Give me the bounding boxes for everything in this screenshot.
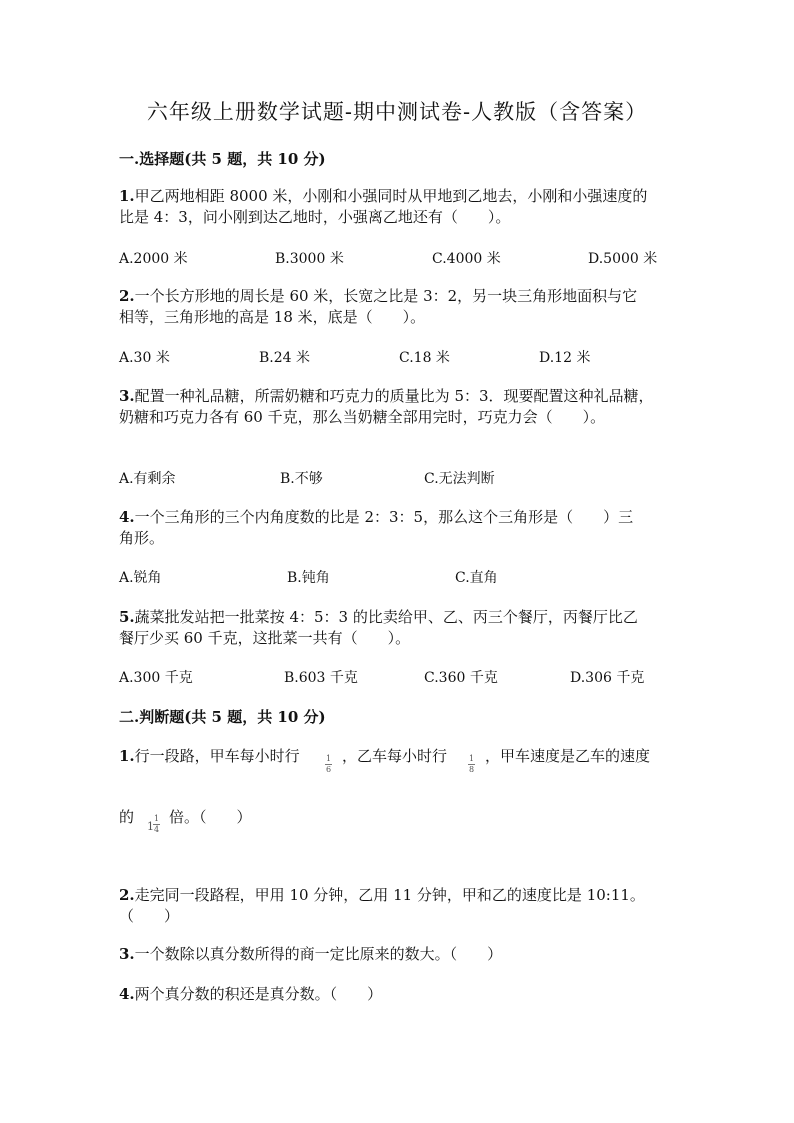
option-d: D.5000 米 xyxy=(588,251,658,267)
question-number: 3. xyxy=(119,945,135,963)
judgment-4 xyxy=(119,984,679,1005)
option-c: C.18 米 xyxy=(399,350,450,366)
question-text: （ ） xyxy=(119,907,180,925)
question-number: 2. xyxy=(119,886,135,904)
option-b: B.603 千克 xyxy=(284,670,358,686)
mixed-fraction xyxy=(153,814,160,835)
question-text: 走完同一段路程，甲用 10 分钟，乙用 11 分钟，甲和乙的速度比是 10:11。 xyxy=(134,886,645,904)
option-b: B.钝角 xyxy=(287,570,330,586)
option-c: C.360 千克 xyxy=(424,670,498,686)
section-heading-judgment: 二.判断题(共 5 题，共 10 分) xyxy=(119,708,326,726)
question-text: 甲乙两地相距 8000 米，小刚和小强同时从甲地到乙地去，小刚和小强速度的 xyxy=(134,187,648,205)
option-d: D.12 米 xyxy=(539,350,591,366)
option-a: A.30 米 xyxy=(119,350,170,366)
fraction-numerator: 1 xyxy=(326,754,332,763)
question-text: 一个三角形的三个内角度数的比是 2：3：5，那么这个三角形是（ ）三 xyxy=(134,508,634,526)
option-b: B.不够 xyxy=(280,471,323,487)
question-number: 4. xyxy=(119,985,135,1003)
option-c: C.4000 米 xyxy=(432,251,501,267)
question-text: 倍。（ ） xyxy=(169,808,252,826)
question-1 xyxy=(119,186,679,228)
option-b: B.3000 米 xyxy=(275,251,344,267)
option-c: C.无法判断 xyxy=(424,471,495,487)
option-a: A.2000 米 xyxy=(119,251,188,267)
question-number: 3. xyxy=(119,387,135,405)
question-5 xyxy=(119,607,679,649)
question-text: 一个长方形地的周长是 60 米，长宽之比是 3：2，另一块三角形地面积与它 xyxy=(134,287,638,305)
question-text: 比是 4：3，问小刚到达乙地时，小强离乙地还有（ ）。 xyxy=(119,208,511,226)
option-a: A.锐角 xyxy=(119,570,162,586)
question-text: ，乙车每小时行 xyxy=(342,747,448,765)
judgment-1-line1 xyxy=(119,745,300,766)
question-text: 餐厅少买 60 千克，这批菜一共有（ ）。 xyxy=(119,629,411,647)
fraction-denominator: 4 xyxy=(154,825,160,834)
section-heading-choice: 一.选择题(共 5 题，共 10 分) xyxy=(119,150,326,168)
question-text: ，甲车速度是乙车的速度 xyxy=(485,747,651,765)
fraction-denominator: 8 xyxy=(469,765,475,774)
option-a: A.300 千克 xyxy=(119,670,193,686)
fraction-one-eighth xyxy=(468,754,475,775)
fraction-denominator: 6 xyxy=(326,765,332,774)
question-number: 1. xyxy=(119,747,135,765)
question-number: 5. xyxy=(119,608,135,626)
question-text: 蔬菜批发站把一批菜按 4：5：3 的比卖给甲、乙、丙三个餐厅，丙餐厅比乙 xyxy=(134,608,638,626)
option-d: D.306 千克 xyxy=(570,670,645,686)
option-a: A.有剩余 xyxy=(119,471,176,487)
question-text: 一个数除以真分数所得的商一定比原来的数大。（ ） xyxy=(134,945,503,963)
fraction-numerator: 1 xyxy=(469,754,475,763)
fraction-numerator: 1 xyxy=(154,814,160,823)
question-text: 的 xyxy=(119,808,135,826)
fraction-one-sixth xyxy=(325,754,332,775)
question-text: 两个真分数的积还是真分数。（ ） xyxy=(134,985,383,1003)
question-3 xyxy=(119,386,679,428)
question-2 xyxy=(119,286,679,328)
option-b: B.24 米 xyxy=(259,350,311,366)
question-text: 角形。 xyxy=(119,529,165,547)
question-text: 行一段路，甲车每小时行 xyxy=(134,747,300,765)
judgment-3 xyxy=(119,944,679,965)
question-number: 4. xyxy=(119,508,135,526)
question-text: 奶糖和巧克力各有 60 千克，那么当奶糖全部用完时，巧克力会（ ）。 xyxy=(119,408,606,426)
mixed-whole: 1 xyxy=(147,820,154,833)
option-c: C.直角 xyxy=(455,570,498,586)
question-number: 1. xyxy=(119,187,135,205)
question-text: 相等，三角形地的高是 18 米，底是（ ）。 xyxy=(119,308,426,326)
question-text: 配置一种礼品糖，所需奶糖和巧克力的质量比为 5：3．现要配置这种礼品糖， xyxy=(134,387,654,405)
page-title: 六年级上册数学试题-期中测试卷-人教版（含答案） xyxy=(146,100,648,124)
question-4 xyxy=(119,507,679,549)
question-number: 2. xyxy=(119,287,135,305)
judgment-2 xyxy=(119,885,679,927)
